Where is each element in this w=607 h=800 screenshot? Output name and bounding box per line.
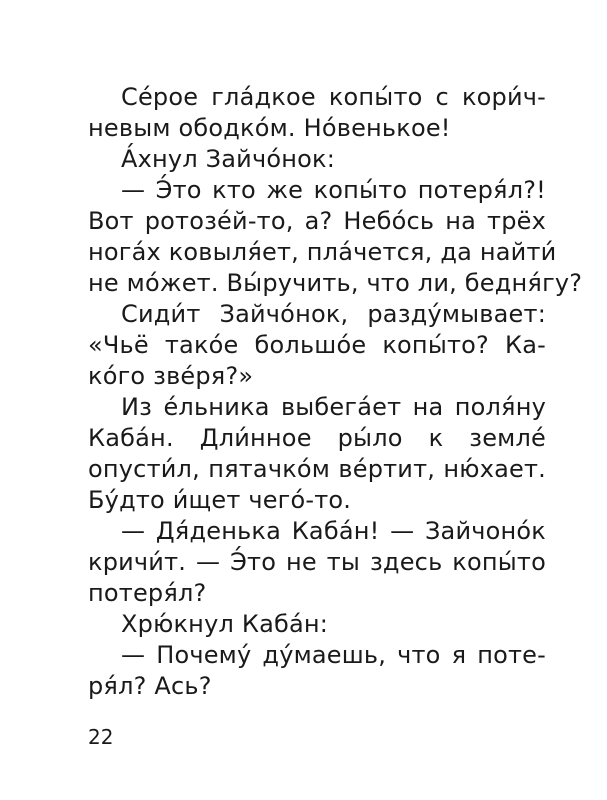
text-line: — Э́то кто же копы́то потеря́л?!: [121, 176, 546, 204]
text-line: Каба́н. Дли́нное ры́ло к земле́: [88, 424, 546, 452]
text-line: «Чьё тако́е большо́е копы́то? Ка-: [88, 331, 546, 359]
text-line: А́хнул Зайчо́нок:: [121, 145, 335, 173]
text-line: потеря́л?: [88, 579, 207, 607]
text-line: кричи́т. — Э́то не ты здесь копы́то: [88, 548, 546, 576]
text-line: Хрю́кнул Каба́н:: [121, 610, 329, 638]
text-line: Вот ротозе́й-то, а? Небо́сь на трёх: [88, 207, 546, 235]
text-line: Из е́льника выбега́ет на поля́ну: [121, 393, 546, 421]
text-line: ко́го звéря?»: [88, 362, 254, 390]
story-text: [88, 82, 583, 702]
text-line: опусти́л, пятачко́м ве́ртит, ню́хает.: [88, 455, 546, 483]
text-line: не мо́жет. Вы́ручить, что ли, бедня́гу?: [88, 269, 583, 297]
text-line: Бу́дто и́щет чего́-то.: [88, 486, 352, 514]
text-line: Сиди́т Зайчо́нок, разду́мывает:: [121, 300, 546, 328]
page-number: 22: [88, 725, 114, 749]
text-line: Се́рое гла́дкое копы́то с кори́ч-: [121, 83, 546, 111]
text-line: невым ободко́м. Но́венькое!: [88, 114, 451, 142]
text-line: — Дя́денька Каба́н! — Зайчоно́к: [121, 517, 546, 545]
text-line: ря́л? Ась?: [88, 672, 212, 700]
text-line: — Почему́ ду́маешь, что я поте-: [121, 641, 546, 669]
text-line: нога́х ковыля́ет, пла́чется, да найти́: [88, 238, 557, 266]
